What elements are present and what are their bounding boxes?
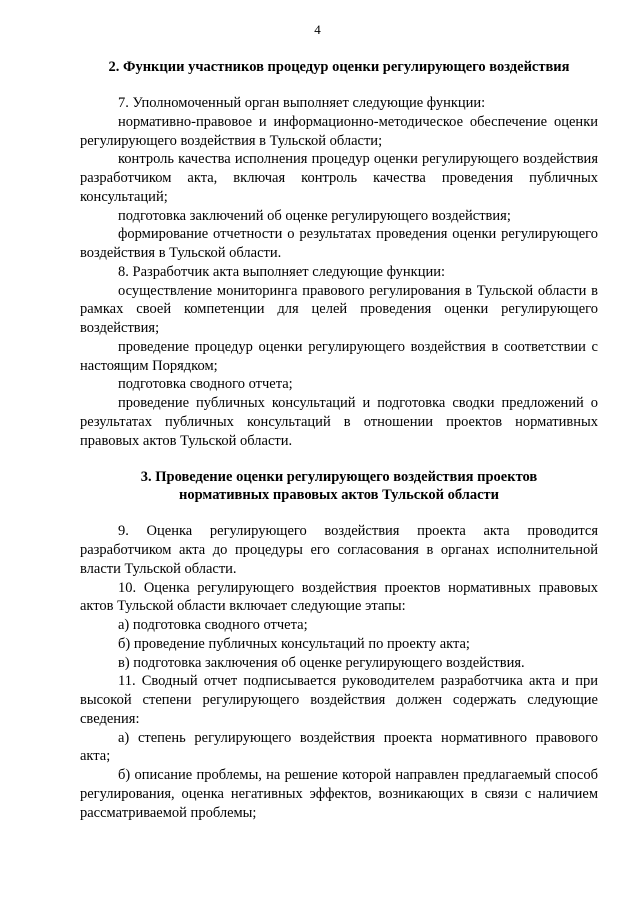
page-number: 4 [314,22,321,37]
paragraph: а) степень регулирующего воздействия проекта нормативного правового акта; [80,729,598,765]
section-3-heading-line-2: нормативных правовых актов Тульской области [178,487,500,504]
paragraph: контроль качества исполнения процедур оценки регулирующего воздействия разработчиком акта, включая контроль качества проведения публичных консультаций; [80,151,598,205]
paragraph: б) описание проблемы, на решение которой направлен предлагаемый способ регулирования, оценка негативных эффектов, возникающих в связи с наличием рассматриваемой проблемы; [80,767,598,821]
paragraph: б) проведение публичных консультаций по проекту акта; [118,635,470,652]
paragraph: в) подготовка заключения об оценке регулирующего воздействия. [118,654,525,671]
paragraph: 10. Оценка регулирующего воздействия проектов нормативных правовых актов Тульской области включает следующие этапы: [80,579,598,615]
paragraph: проведение процедур оценки регулирующего воздействия в соответствии с настоящим Порядком; [80,338,598,374]
paragraph: 9. Оценка регулирующего воздействия проекта акта проводится разработчиком акта до процедуры его согласования в органах исполнительной власти Тульской области. [80,523,598,577]
paragraph: осуществление мониторинга правового регулирования в Тульской области в рамках своей компетенции для целей проведения оценки регулирующего воздействия; [80,282,598,336]
paragraph: 11. Сводный отчет подписывается руководителем разработчика акта и при высокой степени регулирующего воздействия должен содержать следующие сведения: [80,673,598,727]
paragraph: проведение публичных консультаций и подготовка сводки предложений о результатах публичных консультаций в отношении проектов нормативных правовых актов Тульской области. [80,395,598,449]
paragraph: нормативно-правовое и информационно-методическое обеспечение оценки регулирующего воздействия в Тульской области; [80,113,598,149]
section-2-heading: 2. Функции участников процедур оценки регулирующего воздействия [108,59,570,75]
paragraph: 7. Уполномоченный орган выполняет следующие функции: [118,95,486,111]
paragraph: формирование отчетности о результатах проведения оценки регулирующего воздействия в Тульской области. [80,226,598,261]
document-body [80,58,598,822]
paragraph: 8. Разработчик акта выполняет следующие функции: [118,263,446,280]
paragraph: подготовка заключений об оценке регулирующего воздействия; [118,207,511,224]
paragraph: подготовка сводного отчета; [118,376,293,393]
paragraph: а) подготовка сводного отчета; [118,617,308,633]
section-3-heading-line-1: 3. Проведение оценки регулирующего воздействия проектов [140,469,538,486]
section-3-heading [80,468,598,504]
